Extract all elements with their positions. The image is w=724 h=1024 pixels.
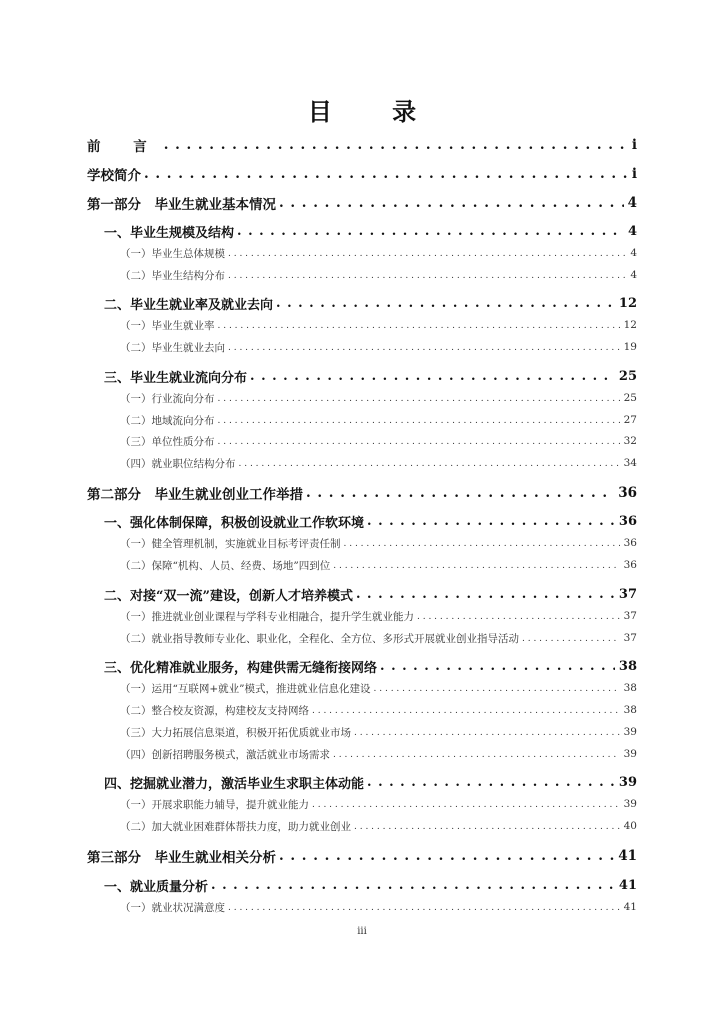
toc-entry-page: 39 bbox=[623, 748, 637, 760]
toc-entry-section[interactable] bbox=[104, 772, 637, 792]
toc-entry-text: 一、强化体制保障，积极创设就业工作软环境 bbox=[104, 515, 365, 531]
toc-entry-page: 37 bbox=[618, 586, 637, 602]
toc-entry-text: （二）整合校友资源，构建校友支持网络 bbox=[120, 704, 309, 717]
toc-entry-page: 25 bbox=[623, 392, 637, 404]
toc-entry-subsection[interactable] bbox=[120, 337, 637, 357]
toc-title: 目 录 bbox=[307, 97, 443, 126]
toc-entry-part-1[interactable] bbox=[87, 193, 637, 213]
dot-leader bbox=[228, 269, 626, 281]
dot-leader bbox=[239, 457, 620, 469]
toc-entry-page: 12 bbox=[623, 319, 637, 331]
toc-entry-text: （一）行业流向分布 bbox=[120, 392, 215, 405]
dot-leader bbox=[211, 878, 615, 893]
toc-entry-page: 39 bbox=[623, 798, 637, 810]
toc-entry-page: 34 bbox=[623, 457, 637, 469]
toc-entry-text: （一）毕业生总体规模 bbox=[120, 247, 225, 260]
toc-entry-section[interactable] bbox=[104, 366, 637, 386]
dot-leader bbox=[218, 435, 620, 447]
page-number: iii bbox=[357, 926, 367, 937]
toc-entry-page: 25 bbox=[618, 368, 637, 384]
toc-entry-part-2[interactable] bbox=[87, 483, 637, 503]
toc-entry-section[interactable] bbox=[104, 511, 637, 531]
toc-entry-subsection[interactable] bbox=[120, 628, 637, 648]
dot-leader bbox=[279, 848, 614, 864]
toc-entry-subsection[interactable] bbox=[120, 897, 637, 917]
toc-entry-text: 四、挖掘就业潜力，激活毕业生求职主体动能 bbox=[104, 776, 365, 792]
toc-entry-subsection[interactable] bbox=[120, 678, 637, 698]
dot-leader bbox=[333, 559, 619, 571]
dot-leader bbox=[306, 485, 614, 501]
toc-entry-text: 一、毕业生规模及结构 bbox=[104, 225, 235, 241]
dot-leader bbox=[367, 775, 615, 790]
dot-leader bbox=[250, 369, 615, 384]
toc-entry-text: 一、就业质量分析 bbox=[104, 879, 209, 895]
dot-leader bbox=[237, 224, 624, 239]
toc-entry-page: 12 bbox=[618, 295, 637, 311]
toc-entry-page: 32 bbox=[623, 435, 637, 447]
toc-entry-text: （二）保障“机构、人员、经费、场地”四到位 bbox=[120, 559, 331, 572]
dot-leader bbox=[374, 682, 620, 694]
toc-entry-page: 19 bbox=[623, 341, 637, 353]
toc-entry-page: 37 bbox=[623, 610, 637, 622]
toc-entry-text: （一）毕业生就业率 bbox=[120, 319, 215, 332]
toc-entry-subsection[interactable] bbox=[120, 816, 637, 836]
dot-leader bbox=[354, 820, 620, 832]
toc-entry-page: 4 bbox=[630, 247, 637, 259]
toc-entry-page: 36 bbox=[623, 559, 637, 571]
toc-entry-subsection[interactable] bbox=[120, 794, 637, 814]
toc-entry-section[interactable] bbox=[104, 656, 637, 676]
toc-entry-text: 学校简介 bbox=[87, 168, 141, 184]
toc-entry-preface[interactable] bbox=[87, 135, 637, 155]
toc-entry-text: （二）毕业生就业去向 bbox=[120, 341, 225, 354]
toc-entry-page: 41 bbox=[623, 901, 637, 913]
toc-entry-page: 40 bbox=[623, 820, 637, 832]
toc-entry-page: i bbox=[631, 137, 637, 153]
toc-entry-subsection[interactable] bbox=[120, 265, 637, 285]
toc-entry-text: 二、对接“双一流”建设，创新人才培养模式 bbox=[104, 588, 353, 604]
toc-entry-page: 41 bbox=[618, 877, 637, 893]
dot-leader bbox=[354, 726, 620, 738]
toc-entry-subsection[interactable] bbox=[120, 431, 637, 451]
toc-entry-page: 39 bbox=[623, 726, 637, 738]
toc-entry-text: （一）开展求职能力辅导，提升就业能力 bbox=[120, 798, 309, 811]
toc-entry-page: 38 bbox=[623, 704, 637, 716]
toc-entry-page: 41 bbox=[618, 848, 637, 864]
toc-entry-subsection[interactable] bbox=[120, 700, 637, 720]
toc-entry-text: （三）大力拓展信息渠道，积极开拓优质就业市场 bbox=[120, 726, 351, 739]
toc-entry-page: 36 bbox=[618, 513, 637, 529]
dot-leader bbox=[312, 704, 620, 716]
toc-entry-subsection[interactable] bbox=[120, 453, 637, 473]
toc-entry-text: 三、毕业生就业流向分布 bbox=[104, 370, 248, 386]
toc-entry-subsection[interactable] bbox=[120, 606, 637, 626]
toc-entry-page: 27 bbox=[623, 414, 637, 426]
dot-leader bbox=[276, 296, 615, 311]
toc-entry-text: （一）推进就业创业课程与学科专业相融合，提升学生就业能力 bbox=[120, 610, 414, 623]
dot-leader bbox=[344, 537, 620, 549]
toc-entry-section[interactable] bbox=[104, 584, 637, 604]
toc-entry-text: （三）单位性质分布 bbox=[120, 435, 215, 448]
toc-entry-subsection[interactable] bbox=[120, 744, 637, 764]
toc-entry-text: 第二部分 毕业生就业创业工作举措 bbox=[87, 487, 303, 503]
toc-entry-part-3[interactable] bbox=[87, 846, 637, 866]
toc-entry-school-intro[interactable] bbox=[87, 164, 637, 184]
toc-entry-page: 36 bbox=[618, 485, 637, 501]
toc-entry-text: （二）就业指导教师专业化、职业化，全程化、全方位、多形式开展就业创业指导活动 bbox=[120, 632, 519, 645]
toc-entry-text: 二、毕业生就业率及就业去向 bbox=[104, 297, 274, 313]
toc-entry-text: （四）就业职位结构分布 bbox=[120, 457, 236, 470]
toc-entry-text: （二）地域流向分布 bbox=[120, 414, 215, 427]
dot-leader bbox=[144, 166, 628, 182]
toc-entry-page: 37 bbox=[623, 632, 637, 644]
toc-entry-subsection[interactable] bbox=[120, 243, 637, 263]
toc-entry-page: 38 bbox=[623, 682, 637, 694]
dot-leader bbox=[218, 392, 620, 404]
toc-entry-text: 三、优化精准就业服务，构建供需无缝衔接网络 bbox=[104, 660, 378, 676]
dot-leader bbox=[356, 587, 615, 602]
toc-entry-text: （二）毕业生结构分布 bbox=[120, 269, 225, 282]
toc-entry-text: （一）运用“互联网+就业”模式，推进就业信息化建设 bbox=[120, 682, 371, 695]
dot-leader bbox=[522, 632, 620, 644]
toc-entry-text: （一）健全管理机制，实施就业目标考评责任制 bbox=[120, 537, 341, 550]
toc-entry-page: 4 bbox=[627, 223, 637, 239]
dot-leader bbox=[228, 341, 620, 353]
toc-entry-subsection[interactable] bbox=[120, 722, 637, 742]
toc-entry-text: 第三部分 毕业生就业相关分析 bbox=[87, 850, 276, 866]
dot-leader bbox=[417, 610, 620, 622]
toc-entry-subsection[interactable] bbox=[120, 388, 637, 408]
toc-entry-section[interactable] bbox=[104, 875, 637, 895]
dot-leader bbox=[333, 748, 620, 760]
dot-leader bbox=[228, 247, 626, 259]
toc-entry-section[interactable] bbox=[104, 221, 637, 241]
toc-entry-page: i bbox=[631, 166, 637, 182]
toc-entry-page: 39 bbox=[618, 774, 637, 790]
dot-leader bbox=[312, 798, 620, 810]
toc-entry-subsection[interactable] bbox=[120, 555, 637, 575]
dot-leader bbox=[164, 137, 628, 153]
toc-entry-subsection[interactable] bbox=[120, 315, 637, 335]
toc-entry-page: 38 bbox=[618, 658, 637, 674]
dot-leader bbox=[279, 195, 624, 211]
toc-entry-text: 第一部分 毕业生就业基本情况 bbox=[87, 197, 276, 213]
dot-leader bbox=[367, 514, 615, 529]
toc-entry-text: （二）加大就业困难群体帮扶力度，助力就业创业 bbox=[120, 820, 351, 833]
dot-leader bbox=[218, 414, 620, 426]
toc-entry-text: 前 言 bbox=[87, 139, 161, 155]
dot-leader bbox=[228, 901, 620, 913]
toc-entry-page: 4 bbox=[630, 269, 637, 281]
toc-entry-subsection[interactable] bbox=[120, 533, 637, 553]
dot-leader bbox=[218, 319, 620, 331]
toc-entry-page: 36 bbox=[623, 537, 637, 549]
toc-entry-page: 4 bbox=[627, 195, 637, 211]
toc-entry-subsection[interactable] bbox=[120, 410, 637, 430]
dot-leader bbox=[380, 659, 615, 674]
toc-entry-section[interactable] bbox=[104, 293, 637, 313]
toc-entry-text: （四）创新招聘服务模式，激活就业市场需求 bbox=[120, 748, 330, 761]
toc-entry-text: （一）就业状况满意度 bbox=[120, 901, 225, 914]
